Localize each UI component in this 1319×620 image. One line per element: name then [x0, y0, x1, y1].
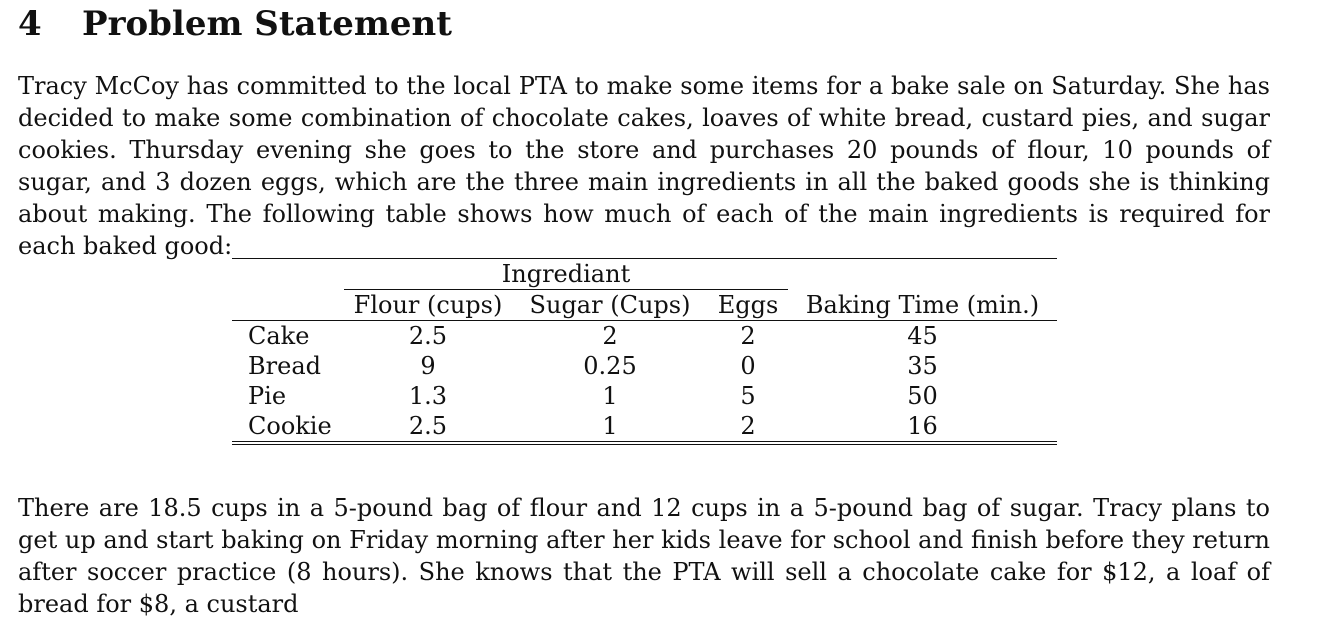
row-label: Pie	[248, 382, 287, 410]
table-cell: 2	[740, 412, 756, 440]
table-group-header-row	[232, 259, 1057, 290]
table-cell: 1	[602, 382, 618, 410]
table-row	[232, 321, 1057, 352]
table-row	[232, 411, 1057, 443]
table-cell: 1	[602, 412, 618, 440]
table-cell: 2.5	[408, 322, 448, 350]
table-cell: 0	[740, 352, 756, 380]
table-cell: 2.5	[408, 412, 448, 440]
table-column-header-row	[232, 290, 1057, 321]
ingredients-table	[232, 258, 1057, 445]
column-header-eggs: Eggs	[717, 291, 779, 319]
row-label: Cookie	[248, 412, 332, 440]
ingredients-table-wrapper	[232, 258, 1057, 445]
column-header-sugar: Sugar (Cups)	[529, 291, 691, 319]
section-heading	[18, 2, 452, 46]
column-header-flour: Flour (cups)	[353, 291, 503, 319]
table-cell: 2	[602, 322, 618, 350]
table-cell: 0.25	[583, 352, 637, 380]
table-cell: 9	[420, 352, 436, 380]
table-cell: 2	[740, 322, 756, 350]
table-row	[232, 381, 1057, 411]
row-label: Bread	[248, 352, 321, 380]
table-cell: 35	[907, 352, 938, 380]
table-cell: 16	[907, 412, 938, 440]
intro-paragraph: Tracy McCoy has committed to the local PTA to make some items for a bake sale on Saturday. She has decided to make some combination of chocolate cakes, loaves of white bread, custard pies, and sugar cookies. Thursday evening she goes to the store and purchases 20 pounds of flour, 10 pounds of sugar, and 3 dozen eggs, which are the three main ingredients in all the baked goods she is thinking about making. The following table shows how much of each of the main ingredients is required for each baked good:	[18, 72, 1270, 260]
table-row	[232, 351, 1057, 381]
table-cell: 45	[907, 322, 938, 350]
section-title: Problem Statement	[82, 4, 452, 44]
column-header-baking-time: Baking Time (min.)	[805, 290, 1040, 319]
table-cell: 50	[907, 382, 938, 410]
table-cell: 5	[740, 382, 756, 410]
table-group-header: Ingrediant	[344, 259, 788, 290]
table-cell: 1.3	[408, 382, 448, 410]
row-label: Cake	[248, 322, 310, 350]
section-number: 4	[18, 4, 42, 44]
followup-paragraph: There are 18.5 cups in a 5-pound bag of flour and 12 cups in a 5-pound bag of sugar. Tracy plans to get up and start baking on Friday morning after her kids leave for school and finish before they return after soccer practice (8 hours). She knows that the PTA will sell a chocolate cake for $12, a loaf of bread for $8, a custard	[18, 494, 1270, 618]
